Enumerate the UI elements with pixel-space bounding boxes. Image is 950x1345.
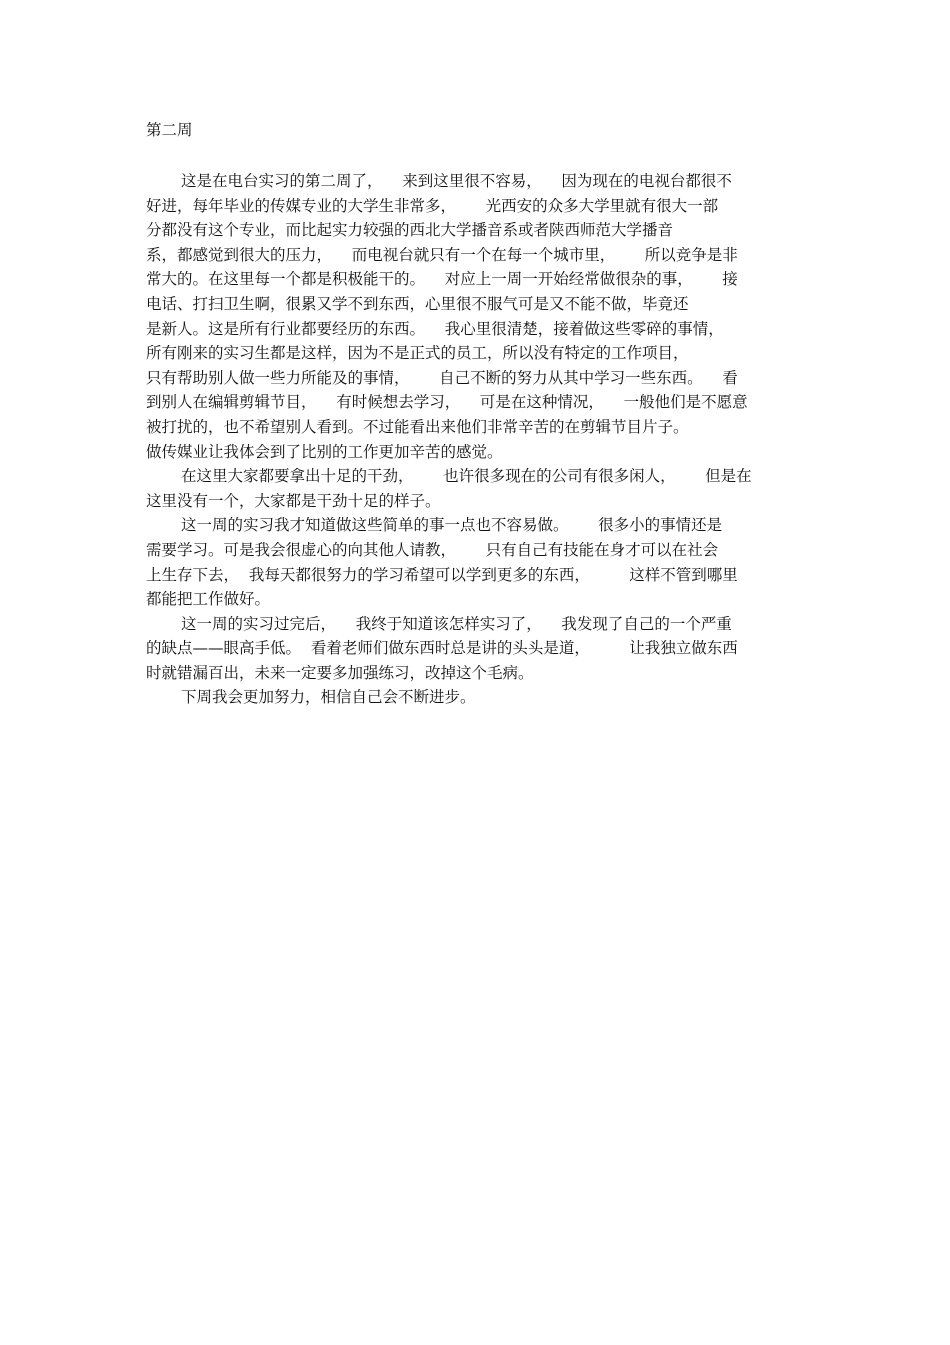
text-line: 下周我会更加努力，相信自己会不断进步。	[181, 688, 476, 707]
text-line: 分都没有这个专业，而比起实力较强的西北大学播音系或者陕西师范大学播音	[146, 221, 674, 240]
text-line: 需要学习。可是我会很虚心的向其他人请教， 只有自己有技能在身才可以在社会	[146, 540, 719, 559]
document-title: 第二周	[146, 121, 193, 139]
text-line: 时就错漏百出，未来一定要多加强练习，改掉这个毛病。	[146, 663, 534, 682]
text-line: 被打扰的，也不希望别人看到。不过能看出来他们非常辛苦的在剪辑节目片子。	[146, 417, 689, 436]
text-line: 好进，每年毕业的传媒专业的大学生非常多， 光西安的众多大学里就有很大一部	[146, 196, 719, 215]
text-line: 这一周的实习我才知道做这些简单的事一点也不容易做。 很多小的事情还是	[181, 516, 723, 535]
text-line: 电话、打扫卫生啊，很累又学不到东西，心里很不服气可是又不能不做，毕竟还	[146, 294, 689, 313]
text-line: 这里没有一个，大家都是干劲十足的样子。	[146, 491, 441, 510]
text-line: 到别人在编辑剪辑节目， 有时候想去学习， 可是在这种情况， 一般他们是不愿意	[146, 393, 748, 412]
text-line: 做传媒业让我体会到了比别的工作更加辛苦的感觉。	[146, 442, 503, 461]
text-line: 上生存下去， 我每天都很努力的学习希望可以学到更多的东西， 这样不管到哪里	[146, 565, 738, 584]
text-line: 这一周的实习过完后， 我终于知道该怎样实习了， 我发现了自己的一个严重	[181, 614, 732, 633]
text-line: 所有刚来的实习生都是这样，因为不是正式的员工，所以没有特定的工作项目，	[146, 344, 689, 363]
text-line: 常大的。在这里每一个都是积极能干的。 对应上一周一开始经常做很杂的事， 接	[146, 270, 738, 289]
text-line: 在这里大家都要拿出十足的干劲， 也许很多现在的公司有很多闲人， 但是在	[181, 467, 752, 486]
text-line: 这是在电台实习的第二周了， 来到这里很不容易， 因为现在的电视台都很不	[181, 172, 732, 190]
text-line: 是新人。这是所有行业都要经历的东西。 我心里很清楚，接着做这些零碎的事情，	[146, 319, 724, 338]
text-line: 系，都感觉到很大的压力， 而电视台就只有一个在每一个城市里， 所以竞争是非	[146, 245, 738, 264]
document-body	[146, 169, 846, 710]
text-line: 只有帮助别人做一些力所能及的事情， 自己不断的努力从其中学习一些东西。 看	[146, 368, 738, 387]
text-line: 的缺点——眼高手低。 看着老师们做东西时总是讲的头头是道， 让我独立做东西	[146, 639, 738, 658]
text-line: 都能把工作做好。	[146, 590, 271, 609]
